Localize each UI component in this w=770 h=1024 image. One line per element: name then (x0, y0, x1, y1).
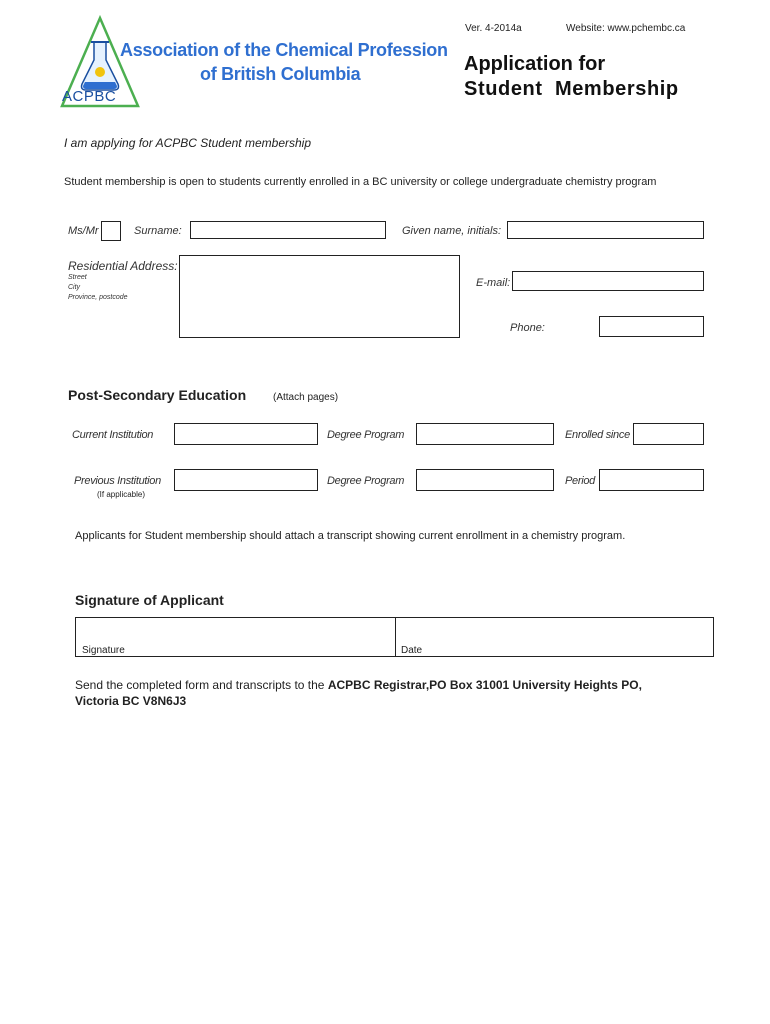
date-label: Date (401, 645, 423, 656)
phone-field[interactable] (599, 316, 704, 337)
if-applicable-text: (If applicable) (97, 490, 146, 499)
city-label: City (68, 284, 81, 291)
degree-program-2-label: Degree Program (327, 475, 405, 487)
street-label: Street (68, 274, 87, 281)
website-text: Website: www.pchembc.ca (566, 23, 686, 34)
send-instructions (75, 677, 715, 709)
transcript-note: Applicants for Student membership should attach a transcript showing current enrollment in a chemistry program. (75, 530, 626, 542)
signature-heading: Signature of Applicant (75, 592, 224, 608)
eligibility-text: Student membership is open to students currently enrolled in a BC university or college undergraduate chemistry program (64, 176, 657, 188)
org-name-line2: of British Columbia (200, 64, 361, 84)
surname-label: Surname: (134, 225, 182, 237)
address-field[interactable] (179, 255, 460, 338)
given-name-label: Given name, initials: (402, 225, 502, 237)
form-title-line1: Application for (464, 53, 606, 75)
logo-text: ACPBC (62, 88, 117, 105)
attach-pages-text: (Attach pages) (273, 392, 339, 403)
date-field[interactable] (395, 617, 714, 657)
given-name-field[interactable] (507, 221, 704, 239)
degree-program-label: Degree Program (327, 429, 405, 441)
org-name-line1: Association of the Chemical Profession (120, 40, 448, 60)
address-label: Residential Address: (68, 259, 178, 273)
period-field[interactable] (599, 469, 704, 491)
applying-text: I am applying for ACPBC Student membership (64, 136, 312, 150)
education-heading: Post-Secondary Education (68, 387, 247, 403)
province-label: Province, postcode (68, 294, 128, 301)
signature-label: Signature (82, 645, 125, 656)
version-text: Ver. 4-2014a (465, 23, 522, 34)
degree-program-2-field[interactable] (416, 469, 554, 491)
period-label: Period (565, 475, 595, 487)
title-field[interactable] (101, 221, 121, 241)
enrolled-since-label: Enrolled since (565, 429, 630, 441)
email-label: E-mail: (476, 277, 511, 289)
send-prefix: Send the completed form and transcripts to the (75, 678, 328, 692)
title-label: Ms/Mr (68, 225, 99, 237)
current-institution-field[interactable] (174, 423, 318, 445)
current-institution-label: Current Institution (72, 429, 154, 441)
registrar-city: Victoria BC V8N6J3 (75, 694, 187, 708)
enrolled-since-field[interactable] (633, 423, 704, 445)
phone-label: Phone: (510, 322, 545, 334)
surname-field[interactable] (190, 221, 386, 239)
degree-program-field[interactable] (416, 423, 554, 445)
previous-institution-field[interactable] (174, 469, 318, 491)
previous-institution-label: Previous Institution (74, 475, 161, 487)
form-title-line2: Student Membership (464, 78, 679, 100)
registrar-address: ACPBC Registrar,PO Box 31001 University Heights PO, (327, 678, 642, 692)
email-field[interactable] (512, 271, 704, 291)
